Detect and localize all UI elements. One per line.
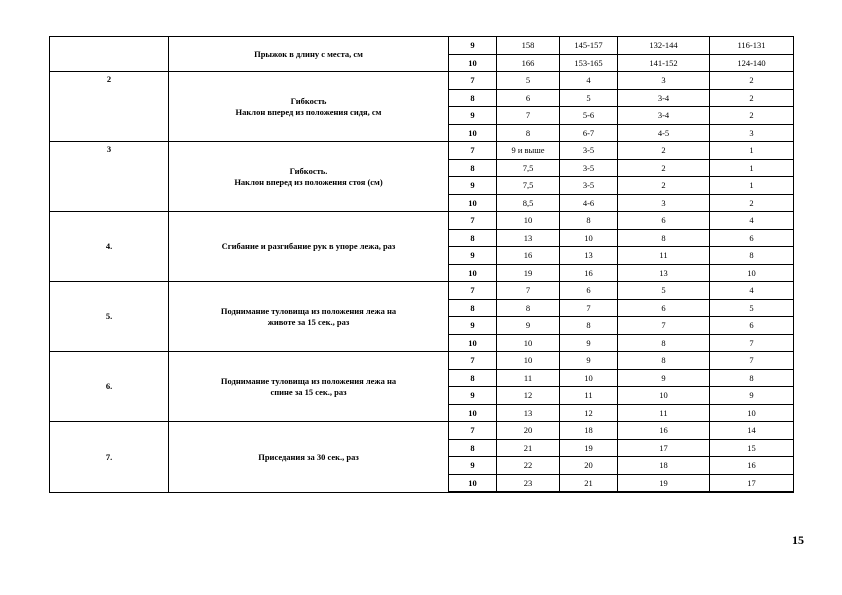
score-cell: 10 (618, 387, 710, 405)
score-cell: 3-5 (560, 177, 618, 195)
score-cell: 10 (560, 369, 618, 387)
test-number (50, 37, 169, 72)
score-cell: 6-7 (560, 124, 618, 142)
test-name-line: Наклон вперед из положения стоя (см) (234, 176, 383, 187)
score-cell: 14 (710, 422, 794, 440)
score-cell: 2 (710, 194, 794, 212)
score-cell: 2 (618, 142, 710, 160)
score-cell: 7 (497, 107, 560, 125)
age-cell: 9 (449, 387, 497, 405)
score-cell: 16 (618, 422, 710, 440)
score-cell: 6 (618, 299, 710, 317)
score-cell: 8 (497, 124, 560, 142)
score-cell: 21 (560, 474, 618, 492)
score-cell: 2 (710, 89, 794, 107)
score-cell: 16 (710, 457, 794, 475)
score-cell: 19 (497, 264, 560, 282)
score-cell: 3-5 (560, 142, 618, 160)
score-cell: 2 (710, 72, 794, 90)
score-cell: 20 (497, 422, 560, 440)
test-name (169, 352, 449, 422)
age-cell: 9 (449, 177, 497, 195)
age-cell: 10 (449, 54, 497, 72)
score-cell: 153-165 (560, 54, 618, 72)
score-cell: 22 (497, 457, 560, 475)
test-name-line: Поднимание туловища из положения лежа на (220, 376, 397, 387)
age-cell: 8 (449, 439, 497, 457)
age-cell: 8 (449, 89, 497, 107)
table-row (50, 142, 794, 160)
score-cell: 20 (560, 457, 618, 475)
score-cell: 3 (618, 194, 710, 212)
score-cell: 13 (618, 264, 710, 282)
score-cell: 4 (710, 212, 794, 230)
age-cell: 8 (449, 299, 497, 317)
test-number: 5. (50, 282, 169, 352)
table-row (50, 212, 794, 230)
age-cell: 7 (449, 212, 497, 230)
score-cell: 13 (560, 247, 618, 265)
score-cell: 12 (497, 387, 560, 405)
score-cell: 3-4 (618, 89, 710, 107)
score-cell: 9 (618, 369, 710, 387)
score-cell: 5 (710, 299, 794, 317)
score-cell: 2 (618, 177, 710, 195)
age-cell: 10 (449, 334, 497, 352)
score-cell: 5 (560, 89, 618, 107)
test-name (169, 212, 449, 282)
test-name (169, 37, 449, 72)
score-cell: 19 (618, 474, 710, 492)
score-cell: 21 (497, 439, 560, 457)
test-name-line: Гибкость. (289, 166, 328, 177)
score-cell: 4 (560, 72, 618, 90)
test-name-line: животе за 15 сек., раз (267, 316, 350, 327)
score-cell: 7,5 (497, 159, 560, 177)
test-number: 3 (50, 142, 169, 212)
age-cell: 8 (449, 369, 497, 387)
score-cell: 1 (710, 159, 794, 177)
age-cell: 7 (449, 142, 497, 160)
score-cell: 8 (710, 369, 794, 387)
score-cell: 145-157 (560, 37, 618, 55)
score-cell: 9 и выше (497, 142, 560, 160)
score-cell: 141-152 (618, 54, 710, 72)
score-cell: 8,5 (497, 194, 560, 212)
age-cell: 10 (449, 474, 497, 492)
norms-table-body (50, 37, 794, 493)
score-cell: 5 (618, 282, 710, 300)
score-cell: 12 (560, 404, 618, 422)
age-cell: 8 (449, 159, 497, 177)
age-cell: 9 (449, 37, 497, 55)
score-cell: 8 (560, 317, 618, 335)
score-cell: 10 (710, 264, 794, 282)
score-cell: 9 (497, 317, 560, 335)
score-cell: 3 (710, 124, 794, 142)
score-cell: 8 (710, 247, 794, 265)
score-cell: 11 (618, 404, 710, 422)
test-name-line: спине за 15 сек., раз (270, 386, 347, 397)
page-number: 15 (792, 533, 804, 547)
test-name (169, 72, 449, 142)
score-cell: 3-5 (560, 159, 618, 177)
score-cell: 6 (497, 89, 560, 107)
score-cell: 13 (497, 404, 560, 422)
score-cell: 7 (497, 282, 560, 300)
score-cell: 3-4 (618, 107, 710, 125)
score-cell: 8 (618, 229, 710, 247)
test-name-line: Прыжок в длину с места, см (254, 48, 363, 59)
score-cell: 5-6 (560, 107, 618, 125)
test-number: 7. (50, 422, 169, 493)
score-cell: 7 (710, 352, 794, 370)
score-cell: 116-131 (710, 37, 794, 55)
table-row (50, 422, 794, 440)
table-row (50, 282, 794, 300)
score-cell: 18 (560, 422, 618, 440)
test-name-line: Приседания за 30 сек., раз (258, 451, 359, 462)
score-cell: 9 (560, 334, 618, 352)
score-cell: 158 (497, 37, 560, 55)
score-cell: 11 (618, 247, 710, 265)
score-cell: 11 (560, 387, 618, 405)
score-cell: 9 (710, 387, 794, 405)
score-cell: 132-144 (618, 37, 710, 55)
score-cell: 7 (560, 299, 618, 317)
score-cell: 8 (618, 334, 710, 352)
age-cell: 8 (449, 229, 497, 247)
score-cell: 16 (560, 264, 618, 282)
score-cell: 6 (618, 212, 710, 230)
norms-table (49, 36, 794, 493)
score-cell: 10 (497, 352, 560, 370)
score-cell: 1 (710, 177, 794, 195)
age-cell: 10 (449, 124, 497, 142)
score-cell: 7 (710, 334, 794, 352)
test-name-line: Наклон вперед из положения сидя, см (235, 106, 382, 117)
test-name (169, 142, 449, 212)
score-cell: 23 (497, 474, 560, 492)
age-cell: 9 (449, 457, 497, 475)
score-cell: 4-6 (560, 194, 618, 212)
age-cell: 9 (449, 107, 497, 125)
test-number: 6. (50, 352, 169, 422)
score-cell: 17 (618, 439, 710, 457)
test-number: 4. (50, 212, 169, 282)
age-cell: 10 (449, 194, 497, 212)
score-cell: 19 (560, 439, 618, 457)
score-cell: 8 (560, 212, 618, 230)
score-cell: 11 (497, 369, 560, 387)
score-cell: 10 (710, 404, 794, 422)
score-cell: 8 (497, 299, 560, 317)
score-cell: 4-5 (618, 124, 710, 142)
score-cell: 2 (618, 159, 710, 177)
score-cell: 7,5 (497, 177, 560, 195)
test-number: 2 (50, 72, 169, 142)
score-cell: 8 (618, 352, 710, 370)
test-name-line: Гибкость (290, 96, 327, 107)
age-cell: 7 (449, 422, 497, 440)
score-cell: 10 (497, 334, 560, 352)
score-cell: 124-140 (710, 54, 794, 72)
table-row (50, 352, 794, 370)
score-cell: 6 (560, 282, 618, 300)
score-cell: 166 (497, 54, 560, 72)
test-name (169, 282, 449, 352)
age-cell: 9 (449, 247, 497, 265)
score-cell: 6 (710, 317, 794, 335)
age-cell: 9 (449, 317, 497, 335)
test-name-line: Поднимание туловища из положения лежа на (220, 306, 397, 317)
table-row (50, 37, 794, 55)
score-cell: 16 (497, 247, 560, 265)
score-cell: 3 (618, 72, 710, 90)
score-cell: 17 (710, 474, 794, 492)
score-cell: 10 (560, 229, 618, 247)
score-cell: 7 (618, 317, 710, 335)
table-row (50, 72, 794, 90)
score-cell: 6 (710, 229, 794, 247)
score-cell: 13 (497, 229, 560, 247)
score-cell: 18 (618, 457, 710, 475)
age-cell: 10 (449, 264, 497, 282)
score-cell: 15 (710, 439, 794, 457)
age-cell: 10 (449, 404, 497, 422)
test-name (169, 422, 449, 493)
age-cell: 7 (449, 72, 497, 90)
score-cell: 2 (710, 107, 794, 125)
score-cell: 9 (560, 352, 618, 370)
score-cell: 10 (497, 212, 560, 230)
score-cell: 1 (710, 142, 794, 160)
score-cell: 5 (497, 72, 560, 90)
age-cell: 7 (449, 282, 497, 300)
score-cell: 4 (710, 282, 794, 300)
test-name-line: Сгибание и разгибание рук в упоре лежа, раз (221, 241, 396, 252)
age-cell: 7 (449, 352, 497, 370)
